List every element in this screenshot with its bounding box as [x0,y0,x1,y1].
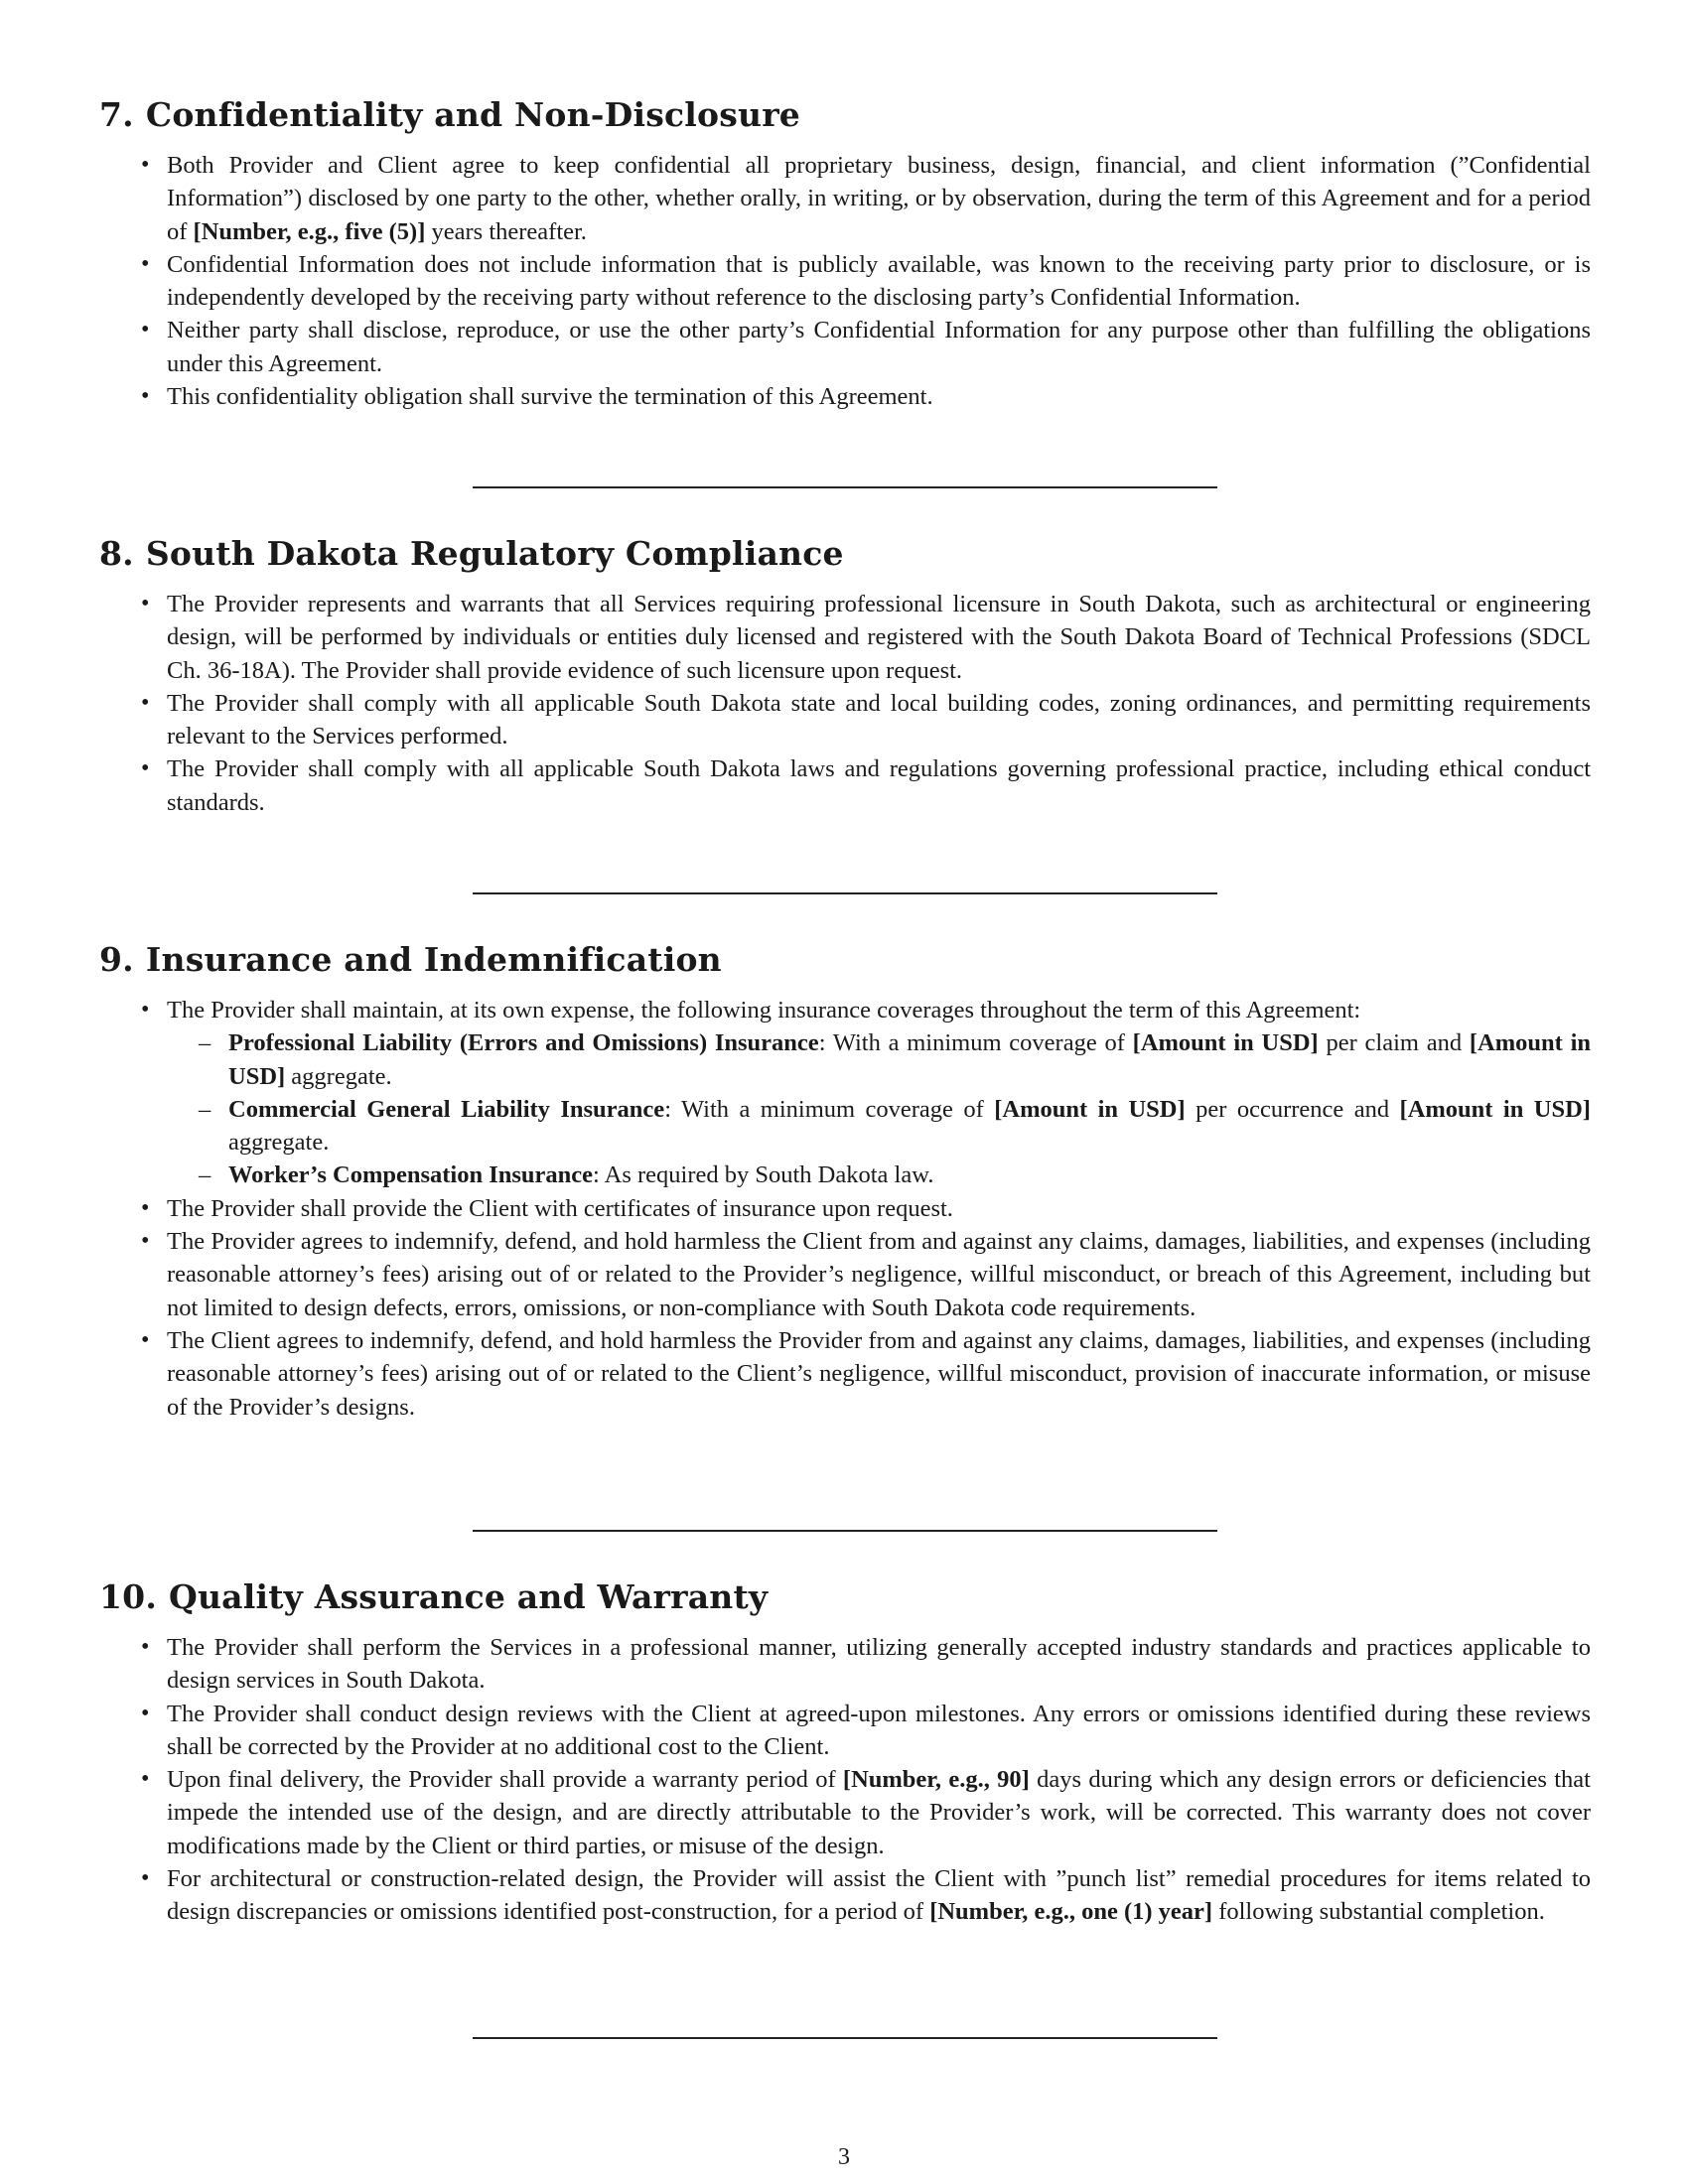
section-heading: 10. Quality Assurance and Warranty [99,1577,769,1616]
bullet-list [99,994,1591,1424]
bullet-list [99,1631,1591,1929]
section-9 [99,940,1591,1424]
list-item: • The Provider shall maintain, at its own expense, the following insurance coverages throughout the term of this Agreement: – Professional Liability (Errors and Omissions) Insurance: With a minimum coverage of [Amount in USD] per claim and [Amount in USD] aggregate. – Commercial General Liability Insurance: With a minimum coverage of [Amount in USD] per occurrence and [Amount in USD] aggregate. – Worker’s Compensation Insurance: As required by South Dakota law. [167,994,1591,1192]
list-item: • The Provider shall perform the Services in a professional manner, utilizing generally accepted industry standards and practices applicable to design services in South Dakota. [167,1631,1591,1698]
section-7 [99,95,1591,413]
list-item: • For architectural or construction-related design, the Provider will assist the Client with ”punch list” remedial procedures for items related to design discrepancies or omissions identified post-construction, for a period of [Number, e.g., one (1) year] following substantial completion. [167,1862,1591,1929]
section-divider [473,1530,1217,1532]
sub-list-item: – Worker’s Compensation Insurance: As required by South Dakota law. [228,1159,1591,1191]
section-divider [473,486,1217,488]
section-heading: 7. Confidentiality and Non-Disclosure [99,95,800,134]
sub-list-item: – Professional Liability (Errors and Omissions) Insurance: With a minimum coverage of [Amount in USD] per claim and [Amount in USD] aggregate. [228,1026,1591,1093]
list-item: • The Provider represents and warrants that all Services requiring professional licensure in South Dakota, such as architectural or engineering design, will be performed by individuals or entities duly licensed and registered with the South Dakota Board of Technical Professions (SDCL Ch. 36-18A). The Provider shall provide evidence of such licensure upon request. [167,588,1591,687]
sub-list-item: – Commercial General Liability Insurance: With a minimum coverage of [Amount in USD] per occurrence and [Amount in USD] aggregate. [228,1093,1591,1160]
list-item: • The Client agrees to indemnify, defend, and hold harmless the Provider from and against any claims, damages, liabilities, and expenses (including reasonable attorney’s fees) arising out of or related to the Client’s negligence, willful misconduct, provision of inaccurate information, or misuse of the Provider’s designs. [167,1324,1591,1424]
list-item: • The Provider shall conduct design reviews with the Client at agreed-upon milestones. Any errors or omissions identified during these reviews shall be corrected by the Provider at no additional cost to the Client. [167,1698,1591,1764]
page-number: 3 [838,2144,850,2170]
list-item: • This confidentiality obligation shall survive the termination of this Agreement. [167,380,1591,413]
list-item: • The Provider shall comply with all applicable South Dakota laws and regulations governing professional practice, including ethical conduct standards. [167,752,1591,819]
bullet-list [99,149,1591,413]
list-item: • Confidential Information does not include information that is publicly available, was known to the receiving party prior to disclosure, or is independently developed by the receiving party without reference to the disclosing party’s Confidential Information. [167,248,1591,315]
list-item: • Upon final delivery, the Provider shall provide a warranty period of [Number, e.g., 90] days during which any design errors or deficiencies that impede the intended use of the design, and are directly attributable to the Provider’s work, will be corrected. This warranty does not cover modifications made by the Client or third parties, or misuse of the design. [167,1763,1591,1862]
section-divider [473,892,1217,894]
bullet-list [99,588,1591,819]
section-divider [473,2037,1217,2039]
sub-list [167,1026,1591,1191]
list-item: • The Provider agrees to indemnify, defend, and hold harmless the Client from and against any claims, damages, liabilities, and expenses (including reasonable attorney’s fees) arising out of or related to the Provider’s negligence, willful misconduct, or breach of this Agreement, including but not limited to design defects, errors, omissions, or non-compliance with South Dakota code requirements. [167,1225,1591,1324]
section-8 [99,534,1591,819]
list-item: • Both Provider and Client agree to keep confidential all proprietary business, design, financial, and client information (”Confidential Information”) disclosed by one party to the other, whether orally, in writing, or by observation, during the term of this Agreement and for a period of [Number, e.g., five (5)] years thereafter. [167,149,1591,248]
list-item: • The Provider shall provide the Client with certificates of insurance upon request. [167,1192,1591,1225]
section-heading: 9. Insurance and Indemnification [99,940,722,979]
list-item: • Neither party shall disclose, reproduce, or use the other party’s Confidential Information for any purpose other than fulfilling the obligations under this Agreement. [167,314,1591,380]
list-item: • The Provider shall comply with all applicable South Dakota state and local building codes, zoning ordinances, and permitting requirements relevant to the Services performed. [167,687,1591,753]
section-heading: 8. South Dakota Regulatory Compliance [99,534,844,573]
section-10 [99,1577,1591,1929]
